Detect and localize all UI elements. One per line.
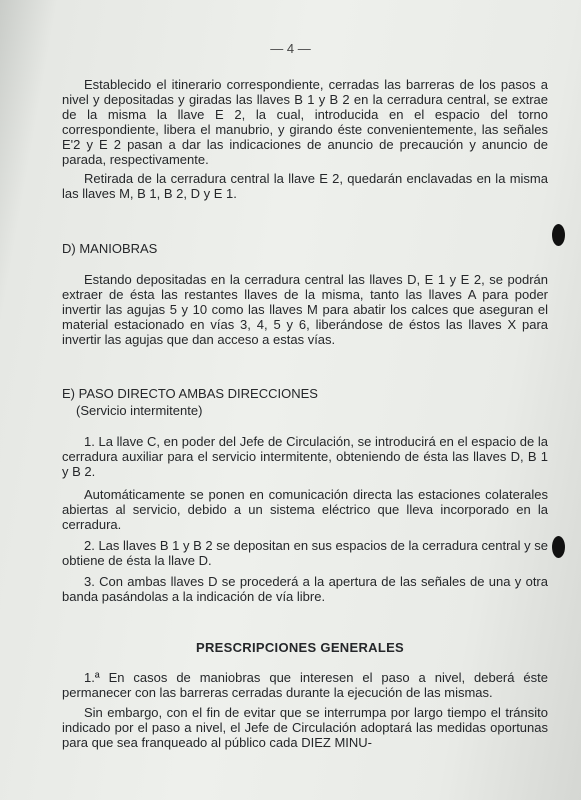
binder-hole-bottom bbox=[552, 536, 565, 558]
binder-hole-top bbox=[552, 224, 565, 246]
paragraph-itinerario: Establecido el itinerario correspondiente, cerradas las barreras de los pasos a nivel y depositadas y giradas las llaves B 1 y B 2 en la cerradura central, se extrae de la misma la llave E 2, la cual, introducida en el espacio del torno correspondiente, libera el manubrio, y girando éste convenientemente, las señales E'2 y E 2 pasan a dar las indicaciones de anuncio de precaución y anuncio de parada, respectivamente. bbox=[62, 77, 548, 167]
paragraph-step-1: 1. La llave C, en poder del Jefe de Circulación, se introducirá en el espacio de la cerradura auxiliar para el servicio intermitente, obteniendo de ésta las llaves D, B 1 y B 2. bbox=[62, 434, 548, 479]
section-e-subheading: (Servicio intermitente) bbox=[76, 403, 203, 418]
prescripciones-heading: PRESCRIPCIONES GENERALES bbox=[196, 640, 405, 655]
section-d-heading: D) MANIOBRAS bbox=[62, 241, 158, 256]
paragraph-sin-embargo: Sin embargo, con el fin de evitar que se interrumpa por largo tiempo el tránsito indicado por el paso a nivel, el Jefe de Circulación adoptará las medidas oportunas para que sea franqueado al público cada DIEZ MINU- bbox=[62, 705, 548, 750]
paragraph-maniobras: Estando depositadas en la cerradura central las llaves D, E 1 y E 2, se podrán extraer de ésta las restantes llaves de la misma, tanto las llaves A para poder invertir las agujas 5 y 10 como las llaves M para abatir los calces que aseguran el material estacionado en vías 3, 4, 5 y 6, liberándose de éstos las llaves X para invertir las agujas que dan acceso a estas vías. bbox=[62, 272, 548, 347]
paragraph-prescripcion-1: 1.ª En casos de maniobras que interesen el paso a nivel, deberá éste permanecer con las barreras cerradas durante la ejecución de las mismas. bbox=[62, 670, 548, 700]
section-e-heading: E) PASO DIRECTO AMBAS DIRECCIONES bbox=[62, 386, 318, 401]
paragraph-step-2: 2. Las llaves B 1 y B 2 se depositan en sus espacios de la cerradura central y se obtiene de ésta la llave D. bbox=[62, 538, 548, 568]
paragraph-step-3: 3. Con ambas llaves D se procederá a la apertura de las señales de una y otra banda pasándolas a la indicación de vía libre. bbox=[62, 574, 548, 604]
page-number: — 4 — bbox=[270, 41, 311, 56]
paragraph-retirada: Retirada de la cerradura central la llave E 2, quedarán enclavadas en la misma las llaves M, B 1, B 2, D y E 1. bbox=[62, 171, 548, 201]
paragraph-automaticamente: Automáticamente se ponen en comunicación directa las estaciones colaterales abiertas al servicio, debido a un sistema eléctrico que lleva incorporado en la cerradura. bbox=[62, 487, 548, 532]
